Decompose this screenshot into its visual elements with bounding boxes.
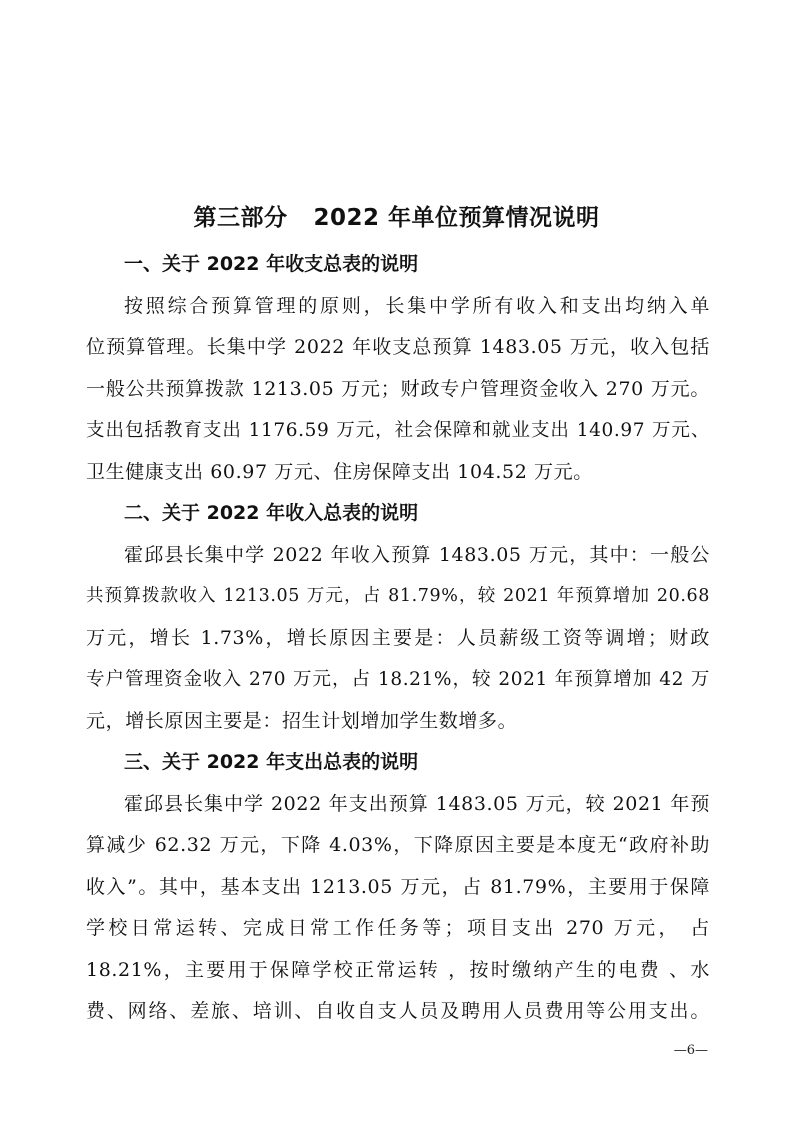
section-heading-1: 一、关于 2022 年收支总表的说明: [124, 253, 419, 275]
section-paragraph-3: [86, 784, 710, 1033]
section-paragraph-1: [86, 286, 710, 494]
page-title: [0, 200, 793, 236]
paragraph-line: 专户管理资金收入 270 万元，占 18.21%，较 2021 年预算增加 42 万: [86, 669, 710, 690]
document-body: [86, 244, 710, 1033]
paragraph-line: 一般公共预算拨款 1213.05 万元；财政专户管理资金收入 270 万元。: [86, 377, 710, 400]
paragraph-line: 18.21%，主要用于保障学校正常运转 ，按时缴纳产生的电费 、水: [86, 958, 710, 981]
paragraph-line: 支出包括教育支出 1176.59 万元，社会保障和就业支出 140.97 万元、: [86, 420, 710, 441]
paragraph-line: 费、网络、差旅、培训、自收自支人员及聘用人员费用等公用支出。: [86, 1000, 710, 1022]
section-heading-3: 三、关于 2022 年支出总表的说明: [124, 751, 419, 773]
paragraph-line: 收入”。其中，基本支出 1213.05 万元，占 81.79%，主要用于保障: [86, 875, 710, 898]
paragraph-line: 霍邱县长集中学 2022 年收入预算 1483.05 万元，其中：一般公: [124, 543, 710, 566]
title-part: 第三部分: [193, 205, 288, 231]
paragraph-line: 卫生健康支出 60.97 万元、住房保障支出 104.52 万元。: [86, 460, 593, 483]
section-heading-2: 二、关于 2022 年收入总表的说明: [124, 502, 419, 524]
paragraph-line: 位预算管理。长集中学 2022 年收支总预算 1483.05 万元，收入包括: [86, 336, 710, 358]
paragraph-line: 万元，增长 1.73%，增长原因主要是：人员薪级工资等调增；财政: [86, 626, 710, 649]
paragraph-line: 按照综合预算管理的原则，长集中学所有收入和支出均纳入单: [124, 294, 710, 317]
section-paragraph-2: [86, 535, 710, 743]
title-text: 2022 年单位预算情况说明: [313, 205, 600, 231]
paragraph-line: 学校日常运转、完成日常工作任务等；项目支出 270 万元， 占: [86, 917, 710, 939]
paragraph-line: 共预算拨款收入 1213.05 万元，占 81.79%，较 2021 年预算增加 20.68: [86, 586, 710, 606]
paragraph-line: 元，增长原因主要是：招生计划增加学生数增多。: [86, 709, 518, 732]
paragraph-line: 算减少 62.32 万元，下降 4.03%，下降原因主要是本度无“政府补助: [86, 834, 710, 856]
paragraph-line: 霍邱县长集中学 2022 年支出预算 1483.05 万元，较 2021 年预: [124, 792, 710, 815]
page-number: —6—: [673, 1043, 708, 1058]
